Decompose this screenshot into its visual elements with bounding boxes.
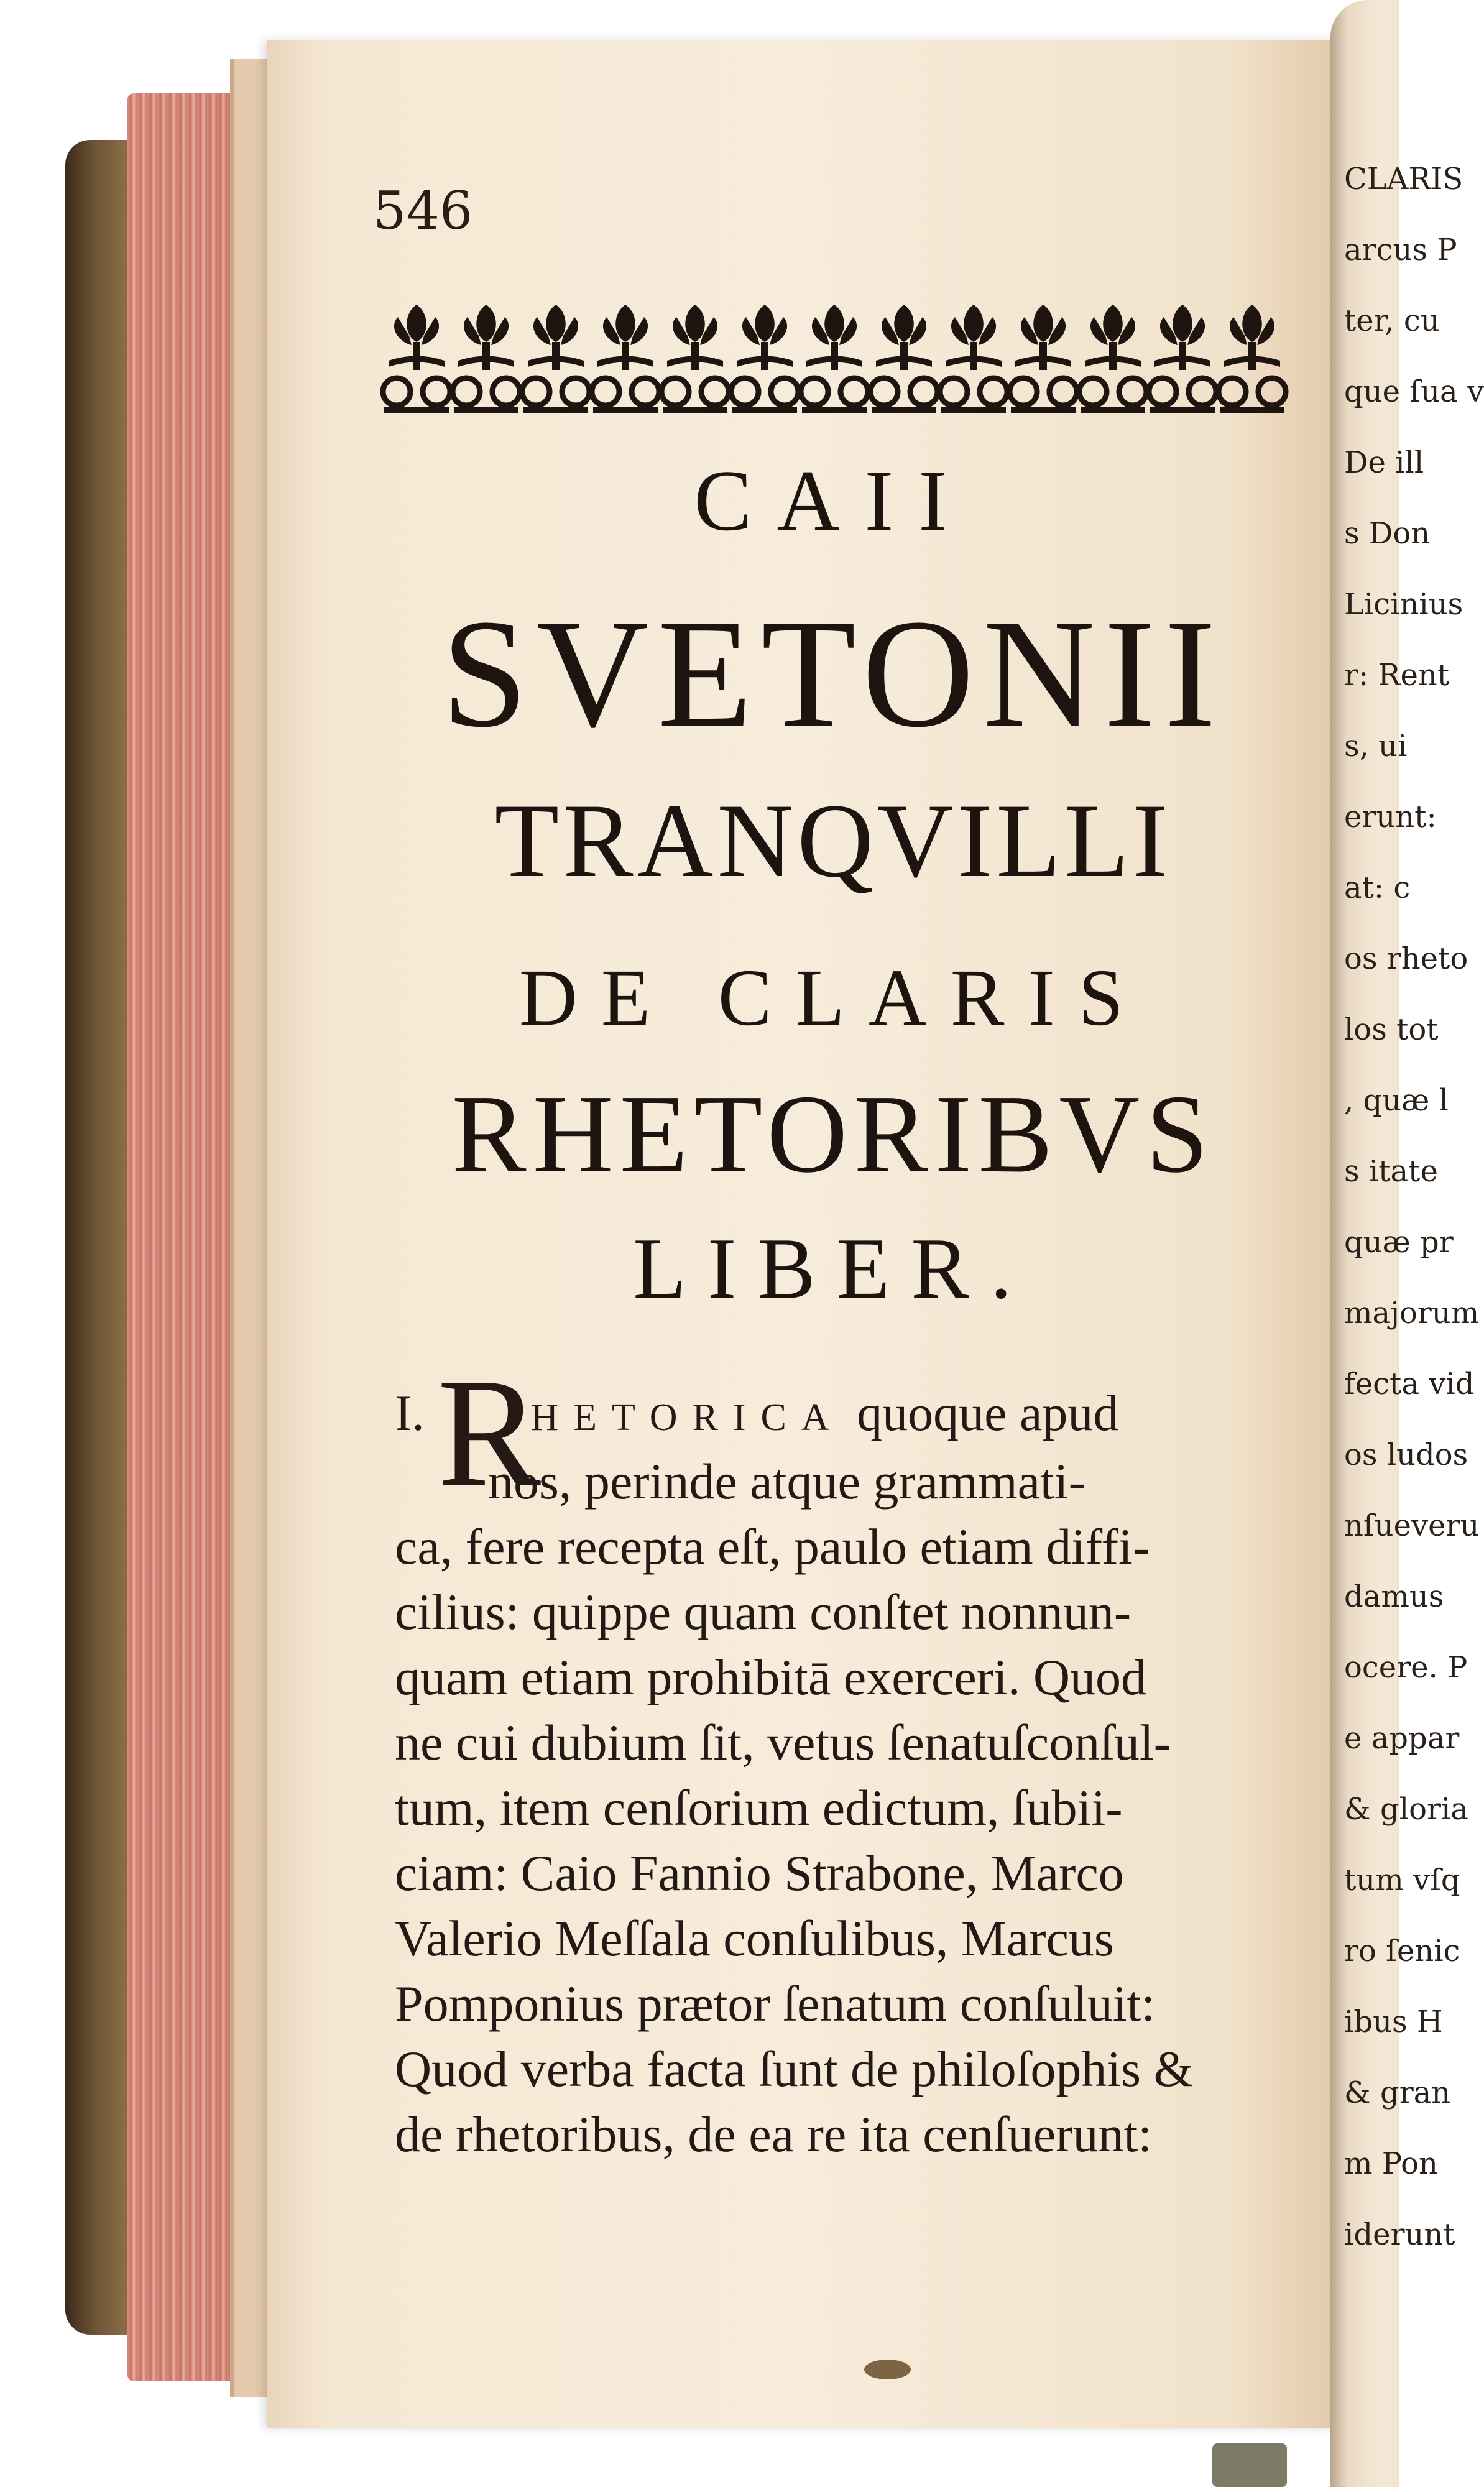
paper-stain — [864, 2360, 911, 2379]
text-line-content: quoque apud — [857, 1385, 1119, 1441]
title-line-liber: LIBER. — [633, 1220, 1033, 1317]
title-line-caii: CAII — [694, 453, 972, 549]
text-line: tum, item cenſorium edictum, ſubii- — [395, 1779, 1123, 1836]
facing-page-fragment: iderunt — [1344, 2217, 1455, 2252]
facing-page-fragment: e appar — [1344, 1721, 1460, 1756]
facing-page-fragment: & gran — [1344, 2075, 1451, 2110]
ornament-flower-icon — [870, 305, 938, 413]
facing-page-fragment: ro ſenic — [1344, 1934, 1460, 1968]
ornament-flower-icon — [592, 305, 659, 413]
ornament-flower-icon — [801, 305, 868, 413]
text-line: ca, fere recepta eſt, paulo etiam diffi- — [395, 1518, 1150, 1575]
facing-page-fragment: CLARIS — [1344, 162, 1463, 196]
facing-page-fragment: m Pon — [1344, 2146, 1438, 2181]
text-line: Pomponius prætor ſenatum conſuluit: — [395, 1975, 1156, 2032]
ornament-flower-icon — [453, 305, 520, 413]
text-line: de rhetoribus, de ea re ita cenſuerunt: — [395, 2106, 1153, 2162]
text-line: Quod verba facta ſunt de philoſophis & — [395, 2041, 1194, 2097]
facing-page-fragment: los tot — [1344, 1012, 1439, 1047]
facing-page-fragment: tum vſq — [1344, 1863, 1460, 1898]
ornament-flower-icon — [661, 305, 729, 413]
title-line-rhetoribus: RHETORIBVS — [451, 1072, 1215, 1196]
ornament-flower-icon — [1079, 305, 1146, 413]
facing-page-fragment: Licinius — [1344, 587, 1463, 622]
bookmark-ribbon — [1212, 2443, 1287, 2487]
facing-page-fragment: s itate — [1344, 1154, 1438, 1189]
text-line: ne cui dubium ſit, vetus ſenatuſconſul- — [395, 1714, 1171, 1771]
title-line-svetonii: SVETONII — [441, 588, 1225, 760]
facing-page-fragment: at: c — [1344, 870, 1411, 905]
ornament-flower-icon — [383, 305, 450, 413]
facing-page-fragment: fecta vid — [1344, 1367, 1475, 1401]
section-number: I. — [395, 1385, 425, 1441]
ornament-flower-icon — [1149, 305, 1216, 413]
facing-page-fragment: De ill — [1344, 445, 1424, 480]
facing-page-fragment: & gloria — [1344, 1792, 1468, 1827]
facing-page-fragment: erunt: — [1344, 800, 1437, 834]
ornament-flower-icon — [1219, 305, 1286, 413]
facing-page-fragment: r: Rent — [1344, 658, 1450, 693]
facing-page-fragment: ter, cu — [1344, 303, 1440, 338]
facing-page-fragment: , quæ l — [1344, 1083, 1449, 1118]
text-line: quam etiam prohibitā exerceri. Quod — [395, 1649, 1147, 1705]
facing-page-fragment: majorum — [1344, 1296, 1480, 1331]
page-number: 546 — [373, 180, 473, 241]
ornament-flower-icon — [1010, 305, 1077, 413]
facing-page-fragment: ocere. P — [1344, 1650, 1468, 1685]
facing-page-fragment: que ſua v — [1344, 374, 1484, 409]
facing-page-fragment: damus — [1344, 1579, 1444, 1614]
text-line: ciam: Caio Fannio Strabone, Marco — [395, 1845, 1124, 1901]
ornament-flower-icon — [940, 305, 1007, 413]
title-line-de-claris: DE CLARIS — [518, 953, 1148, 1043]
facing-page-fragment: nſueveru — [1344, 1508, 1480, 1543]
text-line: nos, perinde atque grammati- — [488, 1453, 1085, 1510]
title-line-tranquilli: TRANQVILLI — [494, 782, 1172, 899]
ornament-flower-icon — [731, 305, 798, 413]
facing-page-fragment: os rheto — [1344, 941, 1468, 976]
facing-page-fragment: s, ui — [1344, 729, 1408, 764]
ornament-flower-icon — [522, 305, 589, 413]
facing-page-fragment: arcus P — [1344, 233, 1457, 267]
facing-page-fragment: s Don — [1344, 516, 1431, 551]
drop-cap: R — [437, 1347, 542, 1519]
body-text — [395, 1347, 1296, 2167]
facing-page-fragment: quæ pr — [1344, 1225, 1454, 1260]
facing-page — [1330, 0, 1484, 2487]
text-line: cilius: quippe quam conſtet nonnun- — [395, 1584, 1131, 1640]
text-line: Valerio Meſſala conſulibus, Marcus — [395, 1910, 1114, 1967]
facing-page-fragment: os ludos — [1344, 1437, 1468, 1472]
facing-page-fragment: ibus H — [1344, 2005, 1443, 2039]
ornament-band — [382, 292, 1290, 420]
first-word-smallcaps: HETORICA — [530, 1396, 844, 1439]
